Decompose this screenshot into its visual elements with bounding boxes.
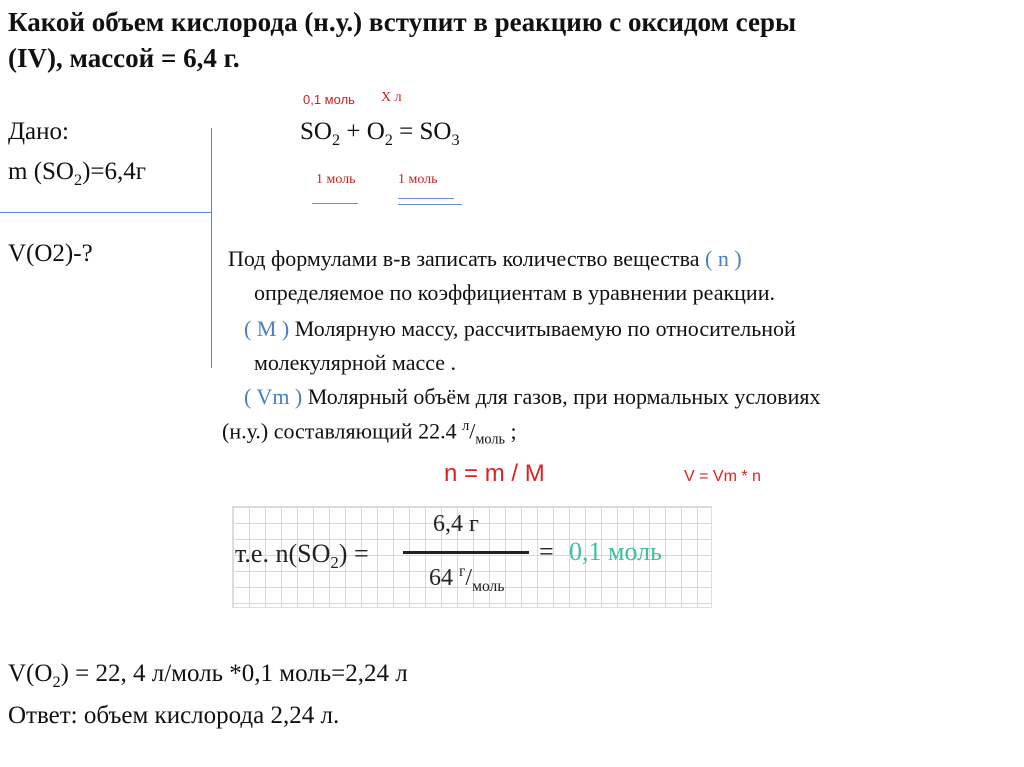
problem-title-line2: (IV), массой = 6,4 г. — [8, 43, 240, 73]
underline-so2 — [312, 203, 358, 204]
calc-denominator: 64 $^г/_{моль}$ — [429, 563, 505, 595]
instruction-line3: ( M ) Молярную массу, рассчитываемую по относительной — [244, 316, 796, 341]
formula-n: n = m / M — [444, 460, 545, 487]
above-o2-volume: Х л — [381, 90, 402, 105]
instruction-line2: определяемое по коэффициентам в уравнении реакции. — [254, 280, 775, 305]
answer-line: Ответ: объем кислорода 2,24 л. — [8, 702, 340, 729]
given-horizontal-divider — [0, 212, 212, 213]
calc-prefix: т.е. $n(SO_2)$ = — [235, 539, 369, 573]
problem-title-line1: Какой объем кислорода (н.у.) вступит в реакцию с оксидом серы — [8, 7, 797, 37]
calc-result: 0,1 моль — [569, 537, 662, 566]
find-unknown: V(O2)-? — [8, 240, 93, 267]
underline-o2-bottom — [398, 204, 462, 205]
instruction-line4: молекулярной массе . — [254, 350, 457, 375]
below-so2-amount: 1 моль — [316, 172, 356, 187]
volume-calculation: $V(O_2) = 22$, 4 л/моль *0,1 моль=2,24 л — [8, 660, 408, 691]
underline-o2-top — [398, 198, 454, 199]
instruction-line6: (н.у.) составляющий 22.4 $^л/_{моль}$ ; — [222, 418, 517, 448]
calculation-grid — [232, 506, 712, 608]
instruction-line1: Под формулами в-в записать количество вещества ( n ) — [228, 246, 742, 271]
given-mass: m $(SO_2)=6,4г$ — [8, 158, 147, 189]
fraction-bar — [403, 551, 529, 554]
below-o2-amount: 1 моль — [398, 172, 438, 187]
calc-equals: = — [539, 537, 554, 566]
given-vertical-divider — [211, 128, 212, 368]
given-label: Дано: — [8, 118, 69, 145]
reaction-equation: $SO_2 + O_2 = SO_3$ — [300, 118, 460, 149]
above-so2-amount: 0,1 моль — [303, 92, 355, 107]
calc-numerator: 6,4 г — [433, 511, 479, 537]
formula-v: V = Vm * n — [684, 468, 761, 485]
instruction-line5: ( Vm ) Молярный объём для газов, при нормальных условиях — [244, 384, 821, 409]
